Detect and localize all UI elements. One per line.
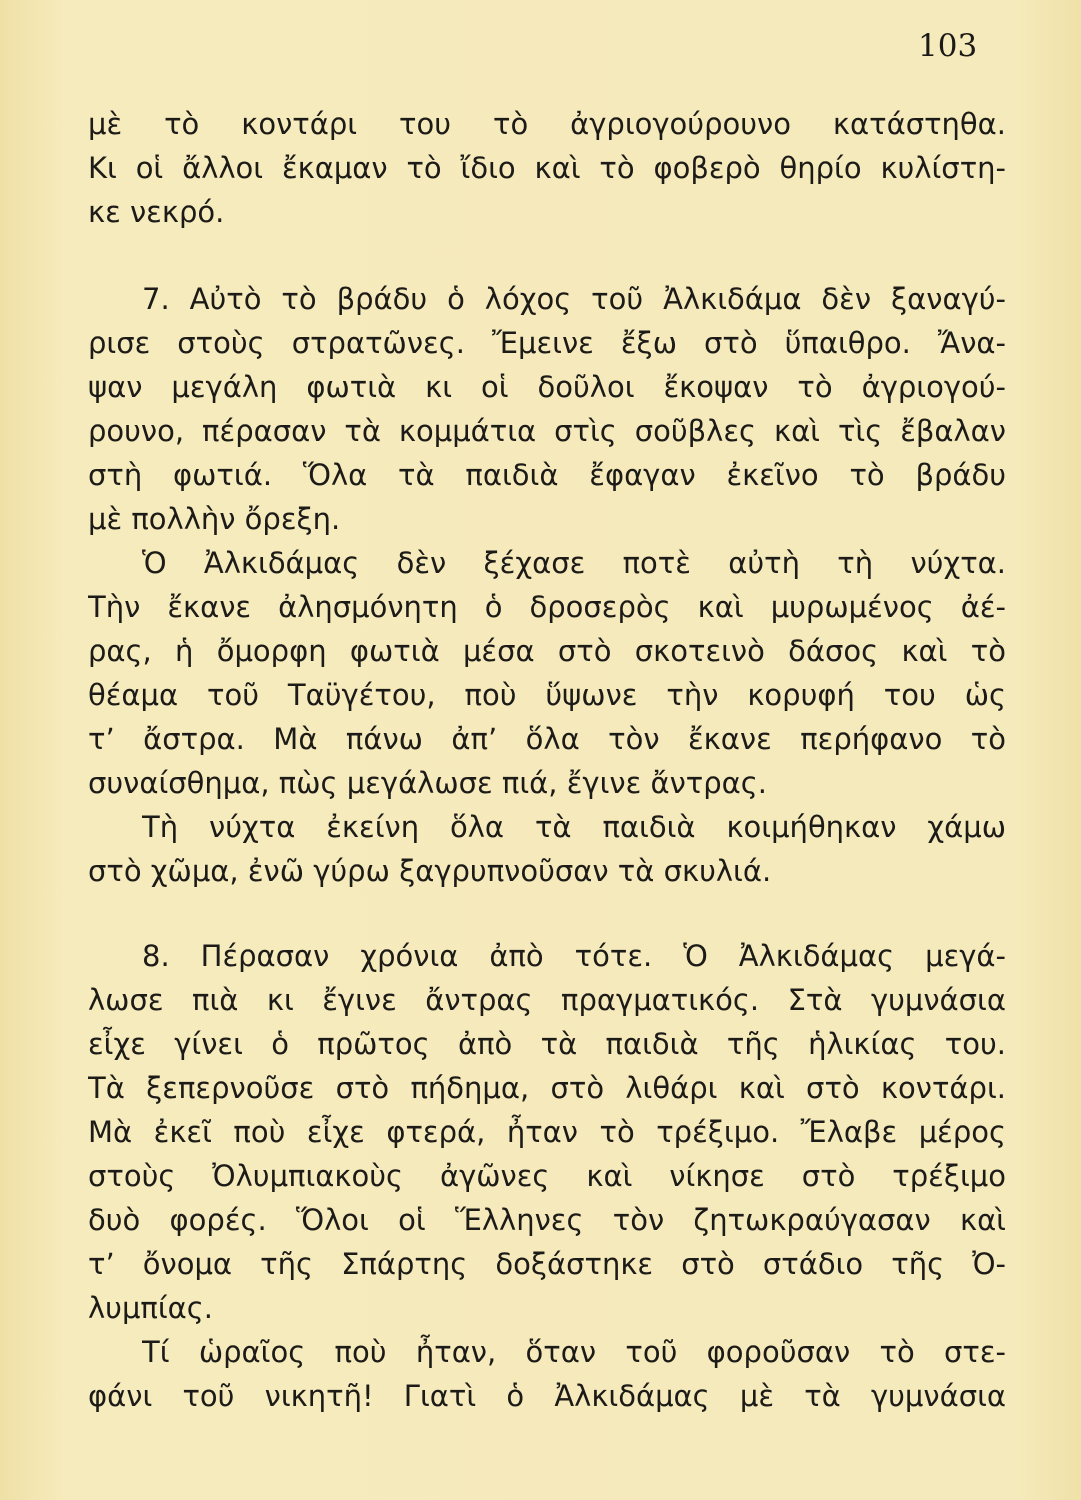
- text-line: στοὺς Ὀλυμπιακοὺς ἀγῶνες καὶ νίκησε στὸ τρέξιμο: [88, 1159, 1006, 1193]
- text-line: μὲ πολλὴν ὄρεξη.: [88, 502, 341, 536]
- text-line: Τί ὡραῖος ποὺ ἦταν, ὅταν τοῦ φοροῦσαν τὸ στε-: [142, 1335, 1006, 1369]
- text-line: λυμπίας.: [88, 1291, 214, 1325]
- text-line: ρισε στοὺς στρατῶνες. Ἔμεινε ἔξω στὸ ὕπαιθρο. Ἄνα-: [88, 326, 1006, 360]
- text-line: φάνι τοῦ νικητῆ! Γιατὶ ὁ Ἀλκιδάμας μὲ τὰ γυμνάσια: [88, 1379, 1006, 1413]
- text-line: κε νεκρό.: [88, 195, 225, 229]
- text-line: συναίσθημα, πὼς μεγάλωσε πιά, ἔγινε ἄντρας.: [88, 766, 768, 800]
- text-line: 7. Αὐτὸ τὸ βράδυ ὁ λόχος τοῦ Ἀλκιδάμα δὲν ξαναγύ-: [142, 282, 1006, 316]
- text-line: ρουνο, πέρασαν τὰ κομμάτια στὶς σοῦβλες καὶ τὶς ἔβαλαν: [88, 414, 1006, 448]
- text-line: Ὁ Ἀλκιδάμας δὲν ξέχασε ποτὲ αὐτὴ τὴ νύχτα.: [142, 546, 1006, 580]
- text-line: ρας, ἡ ὄμορφη φωτιὰ μέσα στὸ σκοτεινὸ δάσος καὶ τὸ: [88, 634, 1006, 668]
- text-line: τ’ ὄνομα τῆς Σπάρτης δοξάστηκε στὸ στάδιο τῆς Ὀ-: [88, 1247, 1006, 1281]
- text-line: Μὰ ἐκεῖ ποὺ εἶχε φτερά, ἦταν τὸ τρέξιμο. Ἔλαβε μέρος: [88, 1115, 1006, 1149]
- text-line: εἶχε γίνει ὁ πρῶτος ἀπὸ τὰ παιδιὰ τῆς ἡλικίας του.: [88, 1027, 1006, 1061]
- text-line: 8. Πέρασαν χρόνια ἀπὸ τότε. Ὁ Ἀλκιδάμας μεγά-: [142, 939, 1006, 973]
- text-line: Τὰ ξεπερνοῦσε στὸ πήδημα, στὸ λιθάρι καὶ στὸ κοντάρι.: [88, 1071, 1006, 1105]
- text-line: τ’ ἄστρα. Μὰ πάνω ἀπ’ ὅλα τὸν ἔκανε περήφανο τὸ: [88, 722, 1006, 756]
- text-line: Τὴ νύχτα ἐκείνη ὅλα τὰ παιδιὰ κοιμήθηκαν χάμω: [142, 810, 1006, 844]
- text-line: Τὴν ἔκανε ἀλησμόνητη ὁ δροσερὸς καὶ μυρωμένος ἀέ-: [88, 590, 1006, 624]
- text-line: μὲ τὸ κοντάρι του τὸ ἀγριογούρουνο κατάστηθα.: [88, 107, 1006, 141]
- text-line: δυὸ φορές. Ὅλοι οἱ Ἕλληνες τὸν ζητωκραύγασαν καὶ: [88, 1203, 1006, 1237]
- text-line: στὸ χῶμα, ἐνῶ γύρω ξαγρυπνοῦσαν τὰ σκυλιά.: [88, 854, 772, 888]
- text-line: θέαμα τοῦ Ταϋγέτου, ποὺ ὕψωνε τὴν κορυφή του ὡς: [88, 678, 1006, 712]
- text-line: στὴ φωτιά. Ὅλα τὰ παιδιὰ ἔφαγαν ἐκεῖνο τὸ βράδυ: [88, 458, 1006, 492]
- text-line: Κι οἱ ἄλλοι ἔκαμαν τὸ ἴδιο καὶ τὸ φοβερὸ θηρίο κυλίστη-: [88, 151, 1006, 185]
- text-line: λωσε πιὰ κι ἔγινε ἄντρας πραγματικός. Στὰ γυμνάσια: [88, 983, 1006, 1017]
- page-number: 103: [918, 28, 978, 64]
- text-line: ψαν μεγάλη φωτιὰ κι οἱ δοῦλοι ἔκοψαν τὸ ἀγριογού-: [88, 370, 1006, 404]
